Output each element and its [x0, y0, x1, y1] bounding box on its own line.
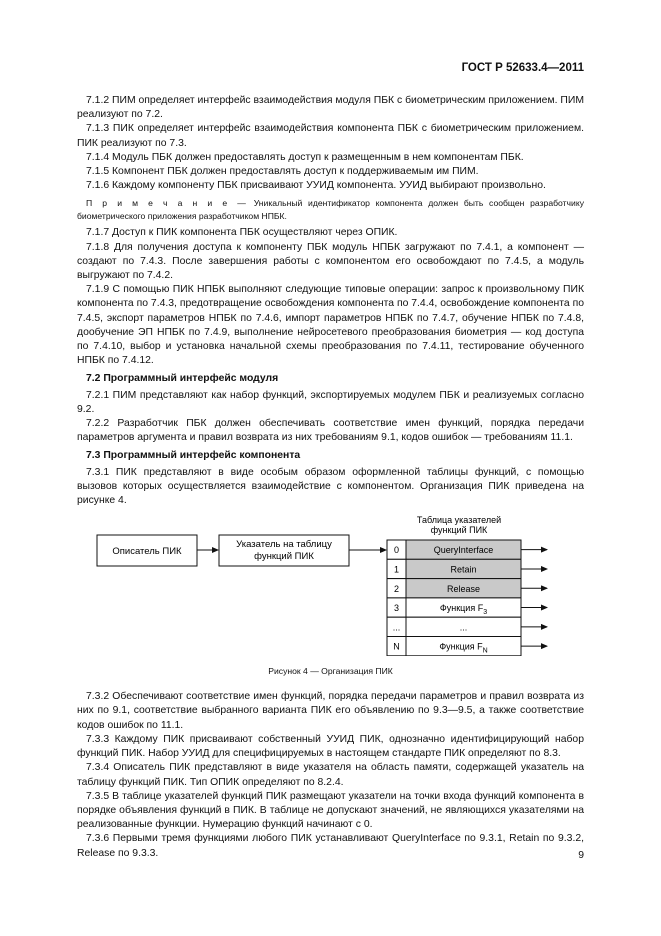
descriptor-label: Описатель ПИК: [112, 546, 182, 558]
note-text: Уникальный идентификатор компонента должен быть сообщен разработчику биометрического приложения разработчиком НПБК.: [77, 198, 584, 222]
figure-4: [77, 516, 584, 656]
table-title-line1: Таблица указателей: [416, 516, 502, 526]
note: [77, 197, 584, 223]
row-function-name: Retain: [450, 564, 477, 575]
section-heading-7-3: 7.3 Программный интерфейс компонента: [86, 450, 301, 462]
row-function-name: Функция $F_N$: [439, 641, 488, 655]
function-table-row: [387, 560, 547, 579]
paragraph: 7.1.9 С помощью ПИК НПБК выполняют следующие типовые операции: запрос к произвольному ПИК компонента по 7.4.3, предотвращение освобождения компонента по 7.4.4, освобождение компонента по 7.4.5, экспорт параметров НПБК по 7.4.6, импорт параметров НПБК по 7.4.7, обучение НПБК по 7.4.8, дообучение ЭП НПБК по 7.4.9, выполнение нейросетевого преобразования биометрия — код доступа по 7.4.10, выбор и установка начальной схемы преобразования по 7.4.11, тестирование обученного НПБК по 7.4.12.: [77, 284, 584, 367]
paragraph: 7.3.2 Обеспечивают соответствие имен функций, порядка передачи параметров и правил возврата из них по 9.1, соответствие выбранного варианта ПИК его объявлению по 9.3—9.5, а также соответствие кодов ошибок по 11.1.: [77, 691, 584, 731]
row-function-subscript: 3: [483, 609, 488, 617]
function-table-row: [387, 617, 547, 636]
paragraph: 7.3.3 Каждому ПИК присваивают собственный УУИД ПИК, однозначно идентифицирующий набор функций ПИК. Набор УУИД для специфицируемых в настоящем стандарте ПИК определяют по 8.3.: [77, 733, 584, 760]
row-index: 2: [393, 584, 400, 595]
paras-a: [77, 94, 584, 193]
pointer-label-line2: функций ПИК: [254, 551, 314, 563]
paragraph: 7.3.5 В таблице указателей функций ПИК размещают указатели на точки входа функций компонента в порядке объявления функций в ПИК. В таблице не допускают значений, не являющихся указателями на реализованные функции. Нумерацию функций начинают с 0.: [77, 790, 584, 831]
table-title-line2: функций ПИК: [430, 525, 488, 536]
paragraph: 7.1.8 Для получения доступа к компоненту ПБК модуль НПБК загружают по 7.4.1, а компонент — создают по 7.4.3. После завершения работы с компонентом его освобождают по 7.4.5, а модуль выгружают по 7.4.2.: [77, 241, 584, 282]
row-index: 1: [393, 564, 400, 575]
function-table-row: [387, 579, 547, 598]
row-function-name: Функция $F_3$: [439, 603, 488, 617]
paragraph: 7.1.6 Каждому компоненту ПБК присваивают УУИД компонента. УУИД выбирают произвольно.: [86, 180, 546, 192]
note-label: П р и м е ч а н и е —: [86, 198, 249, 209]
paragraph: 7.3.1 ПИК представляют в виде особым образом оформленной таблицы функций, с помощью вызовов которых осуществляется взаимодействие с компонентом. Организация ПИК приведена на рисунке 4.: [77, 466, 584, 507]
paras-c: [77, 389, 584, 446]
standard-header: ГОСТ Р 52633.4—2011: [461, 62, 584, 74]
row-index: N: [393, 641, 400, 652]
paras-e: [77, 690, 584, 860]
function-table-row: [387, 637, 547, 656]
row-index: 3: [393, 603, 400, 614]
paragraph: 7.1.5 Компонент ПБК должен предоставлять доступ к поддерживаемым им ПИМ.: [86, 166, 479, 178]
figure-4-diagram: [77, 516, 584, 656]
paragraph: 7.3.6 Первыми тремя функциями любого ПИК устанавливают QueryInterface по 9.3.1, Retain по 9.3.2, Release по 9.3.3.: [77, 833, 584, 859]
section-heading-7-2: 7.2 Программный интерфейс модуля: [86, 373, 279, 385]
row-index: ...: [392, 622, 401, 633]
row-function-name: ...: [459, 622, 468, 633]
paragraph: 7.1.3 ПИК определяет интерфейс взаимодействия компонента ПБК с биометрическим приложением. ПИК реализуют по 7.3.: [77, 123, 584, 149]
paragraph: 7.1.7 Доступ к ПИК компонента ПБК осуществляют через ОПИК.: [86, 227, 398, 239]
paras-b: [77, 226, 584, 368]
paragraph: 7.3.4 Описатель ПИК представляют в виде указателя на область памяти, содержащей указатель на таблицу функций ПИК. Тип ОПИК определяют по 8.2.4.: [77, 762, 584, 788]
figure-caption: Рисунок 4 — Организация ПИК: [268, 666, 393, 677]
paragraph: 7.1.4 Модуль ПБК должен предоставлять доступ к размещенным в нем компонентам ПБК.: [86, 151, 524, 163]
paragraph: 7.2.1 ПИМ представляют как набор функций, экспортируемых модулем ПБК и реализуемых согласно 9.2.: [77, 389, 584, 415]
row-function-name: Release: [446, 584, 481, 595]
pointer-label-line1: Указатель на таблицу: [236, 539, 332, 551]
function-table: [387, 540, 547, 656]
paragraph: 7.1.2 ПИМ определяет интерфейс взаимодействия модуля ПБК с биометрическим приложением. ПИМ реализуют по 7.2.: [77, 95, 584, 121]
page-body: [77, 94, 584, 861]
row-function-name: QueryInterface: [433, 545, 494, 556]
function-table-row: [387, 540, 547, 559]
paragraph: 7.2.2 Разработчик ПБК должен обеспечивать соответствие имен функций, порядка передачи параметров аргумента и правил возврата из них требованиям 9.1, кодов ошибок — требованиям 11.1.: [77, 418, 584, 444]
page-number: 9: [578, 850, 584, 861]
row-function-subscript: N: [482, 647, 488, 655]
function-table-row: [387, 598, 547, 617]
row-index: 0: [393, 545, 400, 556]
